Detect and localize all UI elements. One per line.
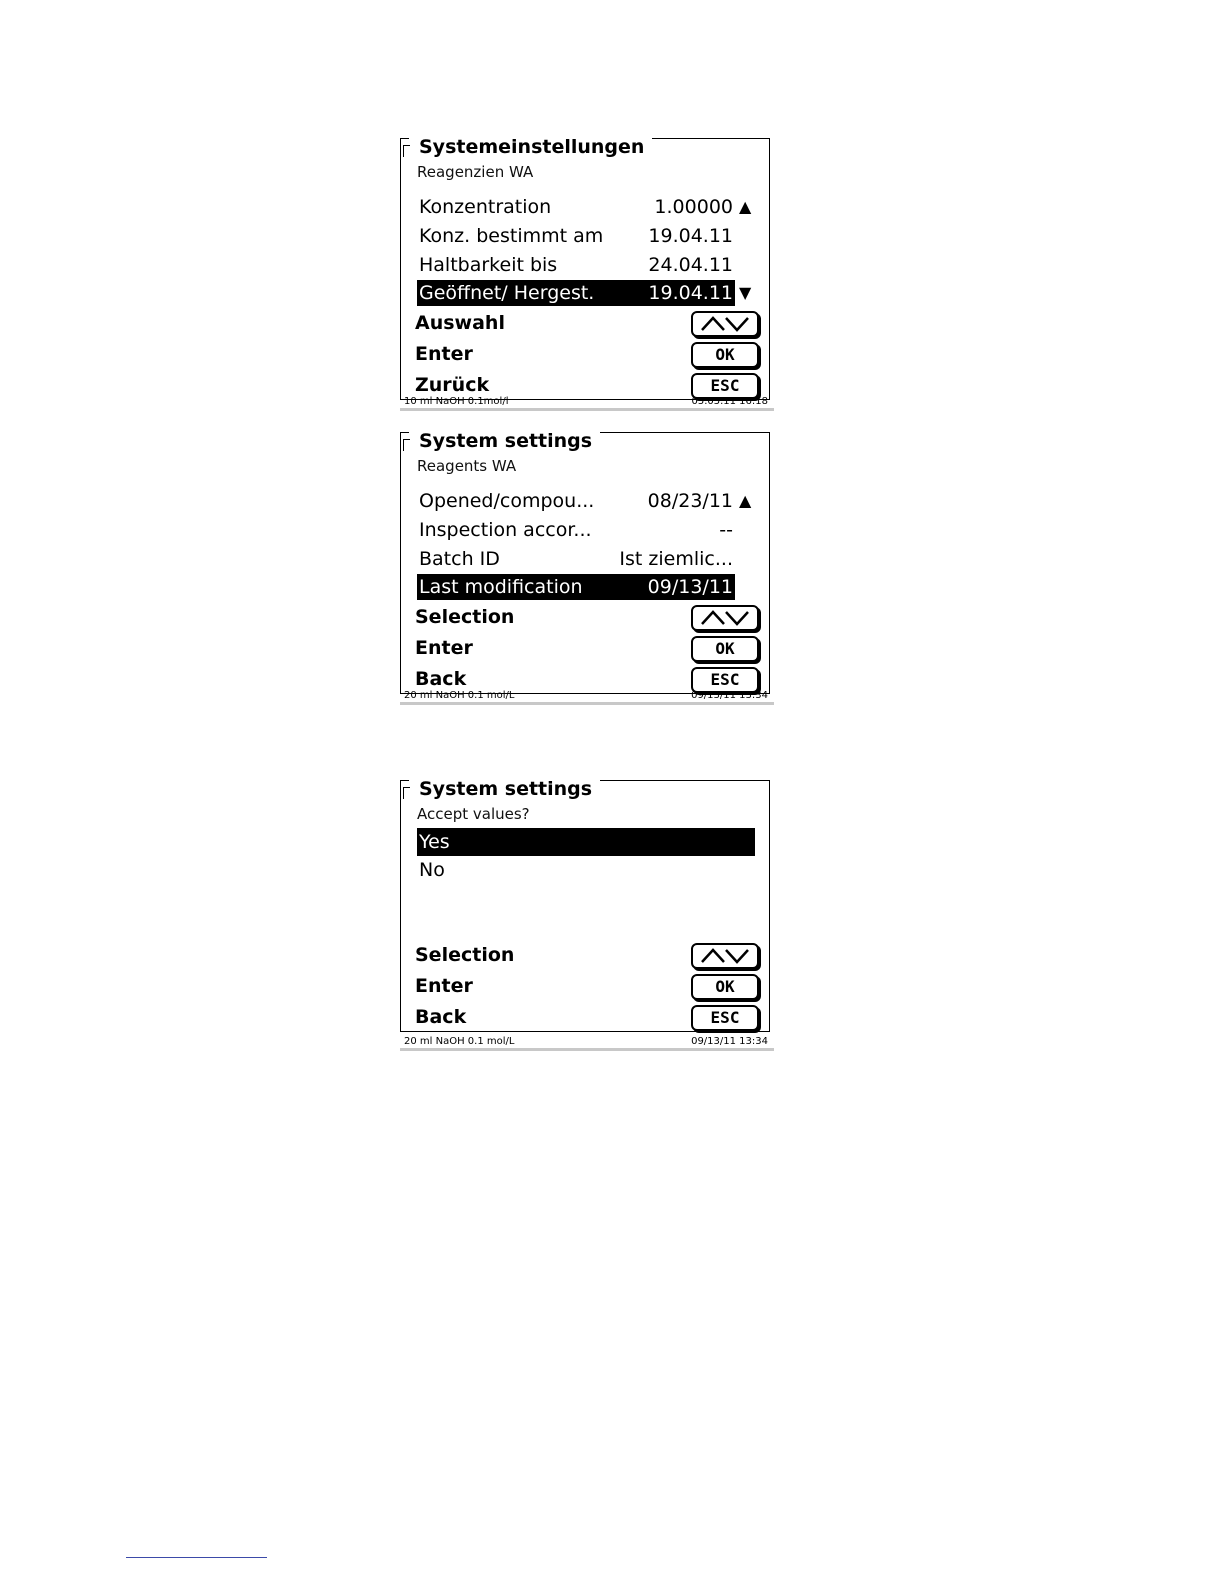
ok-key-button[interactable]: OK <box>691 636 759 662</box>
dialog-frame <box>400 138 770 400</box>
esc-key-button[interactable]: ESC <box>691 1005 759 1031</box>
ok-key-button[interactable]: OK <box>691 974 759 1000</box>
up-down-arrows-icon <box>696 315 754 333</box>
status-datetime: 09/13/11 13:34 <box>691 690 768 701</box>
item-label: No <box>419 859 445 881</box>
footnote-separator <box>126 1557 267 1558</box>
item-value: 1.00000 <box>654 196 733 218</box>
ok-key-button[interactable]: OK <box>691 342 759 368</box>
item-value: 19.04.11 <box>648 225 733 247</box>
status-datetime: 09/13/11 13:34 <box>691 1036 768 1047</box>
list-item[interactable] <box>417 546 735 572</box>
list-item[interactable] <box>417 194 735 220</box>
option-no[interactable] <box>417 857 755 883</box>
list-item[interactable] <box>417 488 735 514</box>
item-value: 09/13/11 <box>647 576 733 598</box>
list-item[interactable] <box>417 252 735 278</box>
scroll-up-icon: ▲ <box>739 197 752 216</box>
action-enter-label: Enter <box>415 975 473 997</box>
item-value: -- <box>719 519 733 541</box>
dialog-frame <box>400 432 770 694</box>
list-item[interactable] <box>417 223 735 249</box>
dialog-title: System settings <box>409 431 600 451</box>
status-reagent: 10 ml NaOH 0.1mol/l <box>404 396 509 407</box>
list-item-selected[interactable] <box>417 574 735 600</box>
up-down-key-button[interactable] <box>691 943 759 969</box>
status-reagent: 20 ml NaOH 0.1 mol/L <box>404 1036 515 1047</box>
item-value: Ist ziemlic... <box>619 548 733 570</box>
esc-key-button[interactable]: ESC <box>691 667 759 693</box>
up-down-key-button[interactable] <box>691 311 759 337</box>
dialog-subtitle: Accept values? <box>417 805 530 823</box>
option-yes[interactable] <box>417 828 755 856</box>
item-label: Yes <box>419 831 450 853</box>
item-label: Batch ID <box>419 548 500 570</box>
item-value: 24.04.11 <box>648 254 733 276</box>
item-label: Konzentration <box>419 196 552 218</box>
dialog-title: System settings <box>409 779 600 799</box>
item-value: 19.04.11 <box>648 282 733 304</box>
up-down-arrows-icon <box>696 947 754 965</box>
item-label: Inspection accor... <box>419 519 592 541</box>
screen-reagents-de <box>400 130 774 412</box>
up-down-arrows-icon <box>696 609 754 627</box>
item-label: Haltbarkeit bis <box>419 254 558 276</box>
status-bar <box>400 1036 774 1051</box>
action-selection-label: Selection <box>415 606 515 628</box>
dialog-title: Systemeinstellungen <box>409 137 652 157</box>
status-bar <box>400 690 774 705</box>
status-bar <box>400 396 774 411</box>
action-selection-label: Auswahl <box>415 312 505 334</box>
list-item[interactable] <box>417 517 735 543</box>
item-label: Geöffnet/ Hergest. <box>419 282 595 304</box>
item-label: Opened/compou... <box>419 490 595 512</box>
screen-reagents-en <box>400 424 774 706</box>
dialog-subtitle: Reagenzien WA <box>417 163 534 181</box>
screen-accept-values <box>400 772 774 1056</box>
list-item-selected[interactable] <box>417 280 735 306</box>
item-label: Konz. bestimmt am <box>419 225 604 247</box>
dialog-frame <box>400 780 770 1032</box>
scroll-up-icon: ▲ <box>739 491 752 510</box>
up-down-key-button[interactable] <box>691 605 759 631</box>
scroll-down-icon: ▼ <box>739 283 752 302</box>
action-enter-label: Enter <box>415 637 473 659</box>
item-value: 08/23/11 <box>647 490 733 512</box>
action-back-label: Zurück <box>415 374 490 396</box>
esc-key-button[interactable]: ESC <box>691 373 759 399</box>
dialog-subtitle: Reagents WA <box>417 457 517 475</box>
status-reagent: 20 ml NaOH 0.1 mol/L <box>404 690 515 701</box>
action-selection-label: Selection <box>415 944 515 966</box>
action-back-label: Back <box>415 1006 467 1028</box>
item-label: Last modification <box>419 576 583 598</box>
action-enter-label: Enter <box>415 343 473 365</box>
status-datetime: 05.05.11 16:18 <box>691 396 768 407</box>
action-back-label: Back <box>415 668 467 690</box>
